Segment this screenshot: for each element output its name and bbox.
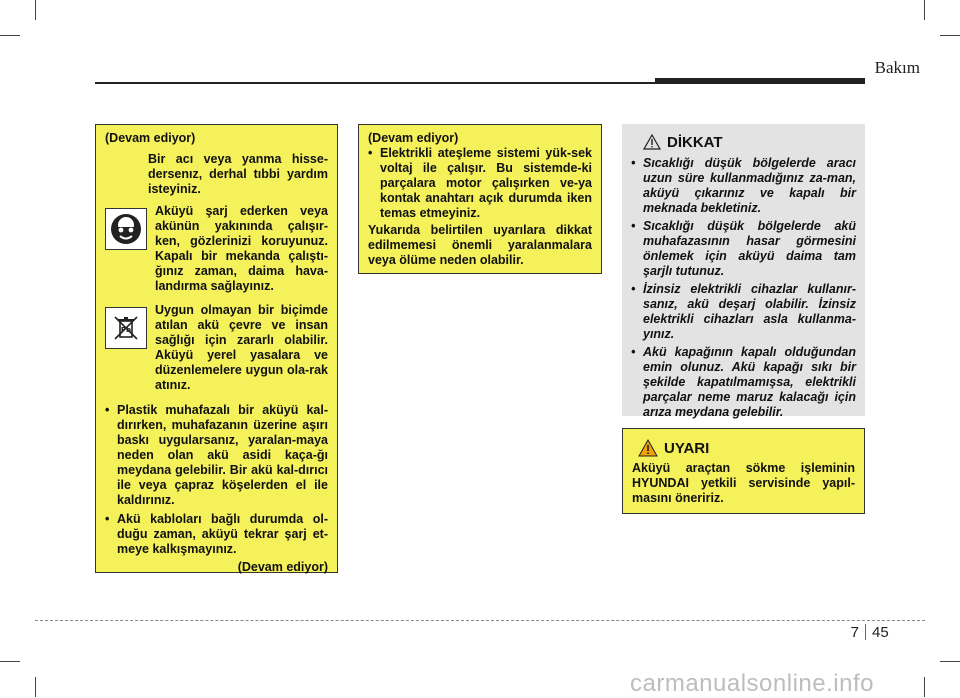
crop-mark xyxy=(0,35,20,36)
warning-title: UYARI xyxy=(664,439,710,457)
bullet-list xyxy=(368,146,592,221)
bullet-list xyxy=(105,403,328,557)
recycle-row xyxy=(105,303,328,393)
crop-mark xyxy=(940,661,960,662)
watermark: carmanualsonline.info xyxy=(630,670,874,697)
crop-mark xyxy=(940,35,960,36)
list-item: • Elektrikli ateşleme sistemi yük-sek voltaj ile çalışır. Bu sistemde-ki parçalara motor çalışırken ve-ya kontak anahtarı açık durumda iken temas etmeyiniz. xyxy=(368,146,592,221)
list-item: • Sıcaklığı düşük bölgelerde aracı uzun süre kullanmadığınız za-man, aküyü çıkarınız ve kapalı bir meknada bekletiniz. xyxy=(631,156,856,216)
caution-title: DİKKAT xyxy=(667,133,723,151)
page-separator xyxy=(865,624,866,640)
battery-warning-box xyxy=(95,124,338,573)
footer-rule xyxy=(35,620,925,621)
list-item: • İzinsiz elektrikli cihazlar kullanır-sanız, akü deşarj olabilir. İzinsiz elektrikli cihazları asla kullanma-yınız. xyxy=(631,282,856,342)
consequence-text: Yukarıda belirtilen uyarılara dikkat edilmemesi önemli yaralanmalara veya ölüme neden olabilir. xyxy=(368,223,592,267)
caution-box xyxy=(622,124,865,419)
continued-label: (Devam ediyor) xyxy=(237,560,328,574)
warning-heading xyxy=(638,439,855,457)
svg-text:Pb: Pb xyxy=(120,326,132,334)
crop-mark xyxy=(924,0,925,20)
caution-list xyxy=(631,156,856,420)
intro-text: Bir acı veya yanma hisse-dersenız, derhal tıbbi yardım isteyiniz. xyxy=(148,152,328,196)
list-item: • Akü kabloları bağlı durumda ol-duğu zaman, aküyü tekrar şarj et-meye kalkışmayınız. xyxy=(105,512,328,557)
caution-triangle-icon xyxy=(643,134,661,150)
crop-mark xyxy=(0,661,20,662)
list-item: • Plastik muhafazalı bir aküyü kal-dırırken, muhafazanın üzerine aşırı baskı uygularsanız, yaralan-maya neden olan akü asidi kaça-ğı meydana gelebilir. Bir akü kal-dırıcı ile veya çapraz köşelerden el ile kaldırınız. xyxy=(105,403,328,508)
continued-label: (Devam ediyor) xyxy=(368,131,459,145)
header-bar xyxy=(655,78,865,84)
crop-mark xyxy=(35,0,36,20)
safety-goggles-icon xyxy=(105,208,147,250)
list-item: • Sıcaklığı düşük bölgelerde akü muhafazasının hasar görmesini önlemek için aküyü daima tam şarjlı tutunuz. xyxy=(631,219,856,279)
chapter-number: 7 xyxy=(850,624,859,641)
list-item: • Akü kapağının kapalı olduğundan emin olunuz. Akü kapağı sıkı bir şekilde kapatılmamışsa, elektrikli parçalar neme maruz kalacağı için arıza meydana gelebilir. xyxy=(631,345,856,420)
crop-mark xyxy=(924,677,925,697)
caution-heading xyxy=(643,134,856,150)
battery-disposal-icon xyxy=(105,307,147,349)
section-title: Bakım xyxy=(874,58,920,77)
goggles-text: Aküyü şarj ederken veya akünün yakınında çalışır-ken, gözlerinizi koruyunuz. Kapalı bir mekanda çalıştı-ğınız zaman, daima hava-landırma sağlayınız. xyxy=(155,204,328,293)
page-number: 45 xyxy=(872,624,889,641)
recycle-text: Uygun olmayan bir biçimde atılan akü çevre ve insan sağlığı için zararlı olabilir. Aküyü yerel yasalara ve düzenlemelere uygun ola-rak atınız. xyxy=(155,303,328,392)
ignition-warning-box xyxy=(358,124,602,274)
warning-text: Aküyü araçtan sökme işleminin HYUNDAI yetkili servisinde yapıl-masını öneririz. xyxy=(632,461,855,505)
continued-label: (Devam ediyor) xyxy=(105,131,196,145)
warning-box xyxy=(622,428,865,514)
goggles-row xyxy=(105,204,328,294)
warning-triangle-icon xyxy=(638,439,658,457)
crop-mark xyxy=(35,677,36,697)
